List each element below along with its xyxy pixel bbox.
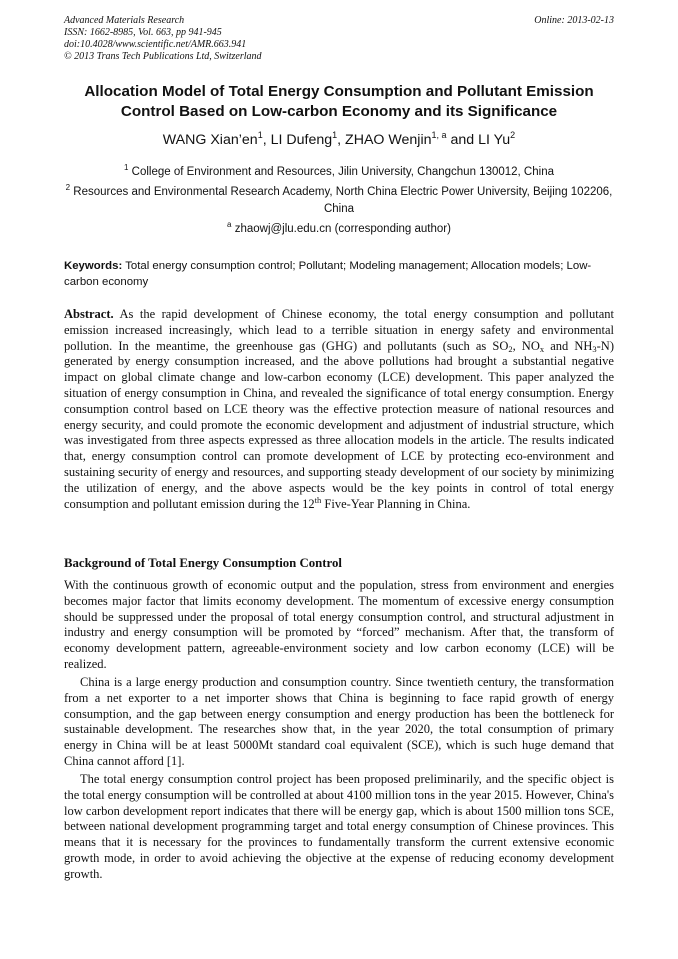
author-sep-2: , bbox=[337, 132, 346, 148]
abstract-text-2: -N) generated by energy consumption increased, and the above pollutions had brought a substantial negative impact on global climate change and low-carbon economy (LCE) development. This paper analyzed the situation of energy consumption in China, and revealed the significance of total energy consumption. Energy consumption control based on LCE theory was the effective protection measure of national resources and energy security, and could promote the economic development and adjustment of industrial structure, which was investigated from three aspects expressed as three allocation models in the article. The results indicated that, energy consumption control can promote development of LCE by protecting eco-environment and sustaining security of energy and resources, and supporting steady development of our society by minimizing the utilization of energy, and the above aspects would be the key points in control of total energy consumption and pollutant emission during the 12 bbox=[64, 338, 614, 511]
abstract bbox=[64, 307, 614, 512]
author-4: LI Yu bbox=[478, 132, 511, 148]
online-date: Online: 2013-02-13 bbox=[534, 15, 614, 26]
journal-issn: ISSN: 1662-8985, Vol. 663, pp 941-945 bbox=[64, 27, 222, 38]
author-list bbox=[40, 131, 638, 149]
paper-title bbox=[40, 82, 638, 122]
keywords-label: Keywords: bbox=[64, 260, 123, 272]
body-paragraph-3: The total energy consumption control project has been proposed preliminarily, and the specific object is the total energy consumption will be controlled at about 4100 million tons in the year 2015. However, China's low carbon development report indicates that there will be energy gap, which is about 1500 million tons SCE, between national development programming target and total energy consumption of Chinese provinces. This means that it is necessary for the provinces to fundamentally transform the current extensive economic growth mode, in order to avoid achieving the objective at the expense of reducing economy development growth. bbox=[64, 772, 614, 881]
title-line-1: Allocation Model of Total Energy Consumption and Pollutant Emission bbox=[84, 83, 594, 100]
keywords bbox=[64, 258, 614, 290]
journal-copyright: © 2013 Trans Tech Publications Ltd, Switzerland bbox=[64, 51, 262, 62]
abstract-sup-th: th bbox=[314, 494, 322, 505]
author-3-sup: 1, a bbox=[431, 130, 447, 140]
journal-doi: doi:10.4028/www.scientific.net/AMR.663.941 bbox=[64, 39, 247, 50]
abstract-nh: and NH bbox=[544, 338, 593, 353]
affiliation-1-sup: 1 bbox=[124, 163, 129, 172]
abstract-text-1: As the rapid development of Chinese economy, the total energy consumption and pollutant emission increased increasingly, which lead to a terrible situation in energy safety and environmental pollution. In the meantime, the greenhouse gas (GHG) and pollutants (such as SO bbox=[64, 307, 614, 353]
title-line-2: Control Based on Low-carbon Economy and its Significance bbox=[120, 103, 558, 120]
abstract-sub-nh3: 3 bbox=[592, 343, 597, 354]
author-2: LI Dufeng bbox=[270, 132, 333, 148]
affiliation-1 bbox=[64, 164, 614, 181]
abstract-nox: , NO bbox=[512, 338, 540, 353]
section-heading: Background of Total Energy Consumption Control bbox=[64, 556, 342, 570]
affiliation-2-sup: 2 bbox=[65, 183, 71, 192]
author-3: ZHAO Wenjin bbox=[345, 132, 432, 148]
affiliation-2 bbox=[64, 184, 614, 218]
abstract-sub-nox: x bbox=[539, 343, 545, 354]
author-and: and bbox=[446, 132, 479, 148]
author-4-sup: 2 bbox=[510, 130, 516, 140]
affiliation-2-text: Resources and Environmental Research Academy, North China Electric Power University, Beijing 102206, China bbox=[73, 186, 613, 215]
affiliation-1-text: College of Environment and Resources, Jilin University, Changchun 130012, China bbox=[131, 166, 554, 178]
abstract-text-3: Five-Year Planning in China. bbox=[321, 496, 471, 511]
body-paragraph-2: China is a large energy production and consumption country. Since twentieth century, the transformation from a net exporter to a net importer shows that China is beginning to face rapid growth of energy consumption, and the gap between energy consumption and energy production has been the bottleneck for sustainable development. The researches show that, in the year 2020, the total consumption of primary energy in China will be at least 5000Mt standard coal equivalent (SCE), which is such huge demand that China cannot afford [1]. bbox=[64, 675, 614, 768]
abstract-label: Abstract. bbox=[64, 307, 114, 321]
corresponding-email bbox=[64, 221, 614, 238]
author-1-sup: 1 bbox=[257, 130, 263, 140]
abstract-sub-so2: 2 bbox=[508, 343, 513, 354]
author-2-sup: 1 bbox=[332, 130, 338, 140]
email-text[interactable]: zhaowj@jlu.edu.cn (corresponding author) bbox=[234, 223, 451, 235]
journal-name: Advanced Materials Research bbox=[64, 15, 185, 26]
journal-header bbox=[64, 15, 614, 63]
author-sep-1: , bbox=[262, 132, 271, 148]
author-1: WANG Xian’en bbox=[162, 132, 258, 148]
email-sup: a bbox=[227, 220, 232, 229]
keywords-text: Total energy consumption control; Pollutant; Modeling management; Allocation models; Low-carbon economy bbox=[64, 260, 592, 288]
body-paragraph-1: With the continuous growth of economic output and the population, stress from environment and energies becomes major factor that limits economy development. The momentum of excessive energy consumption should be suppressed under the proposal of total energy consumption control, and structural adjustment in industry and energy consumption will be promoted by “forced” mechanism. After that, the transform of economy development pattern, agreeable-environment society and low carbon economy (LCE) will be realized. bbox=[64, 578, 614, 671]
